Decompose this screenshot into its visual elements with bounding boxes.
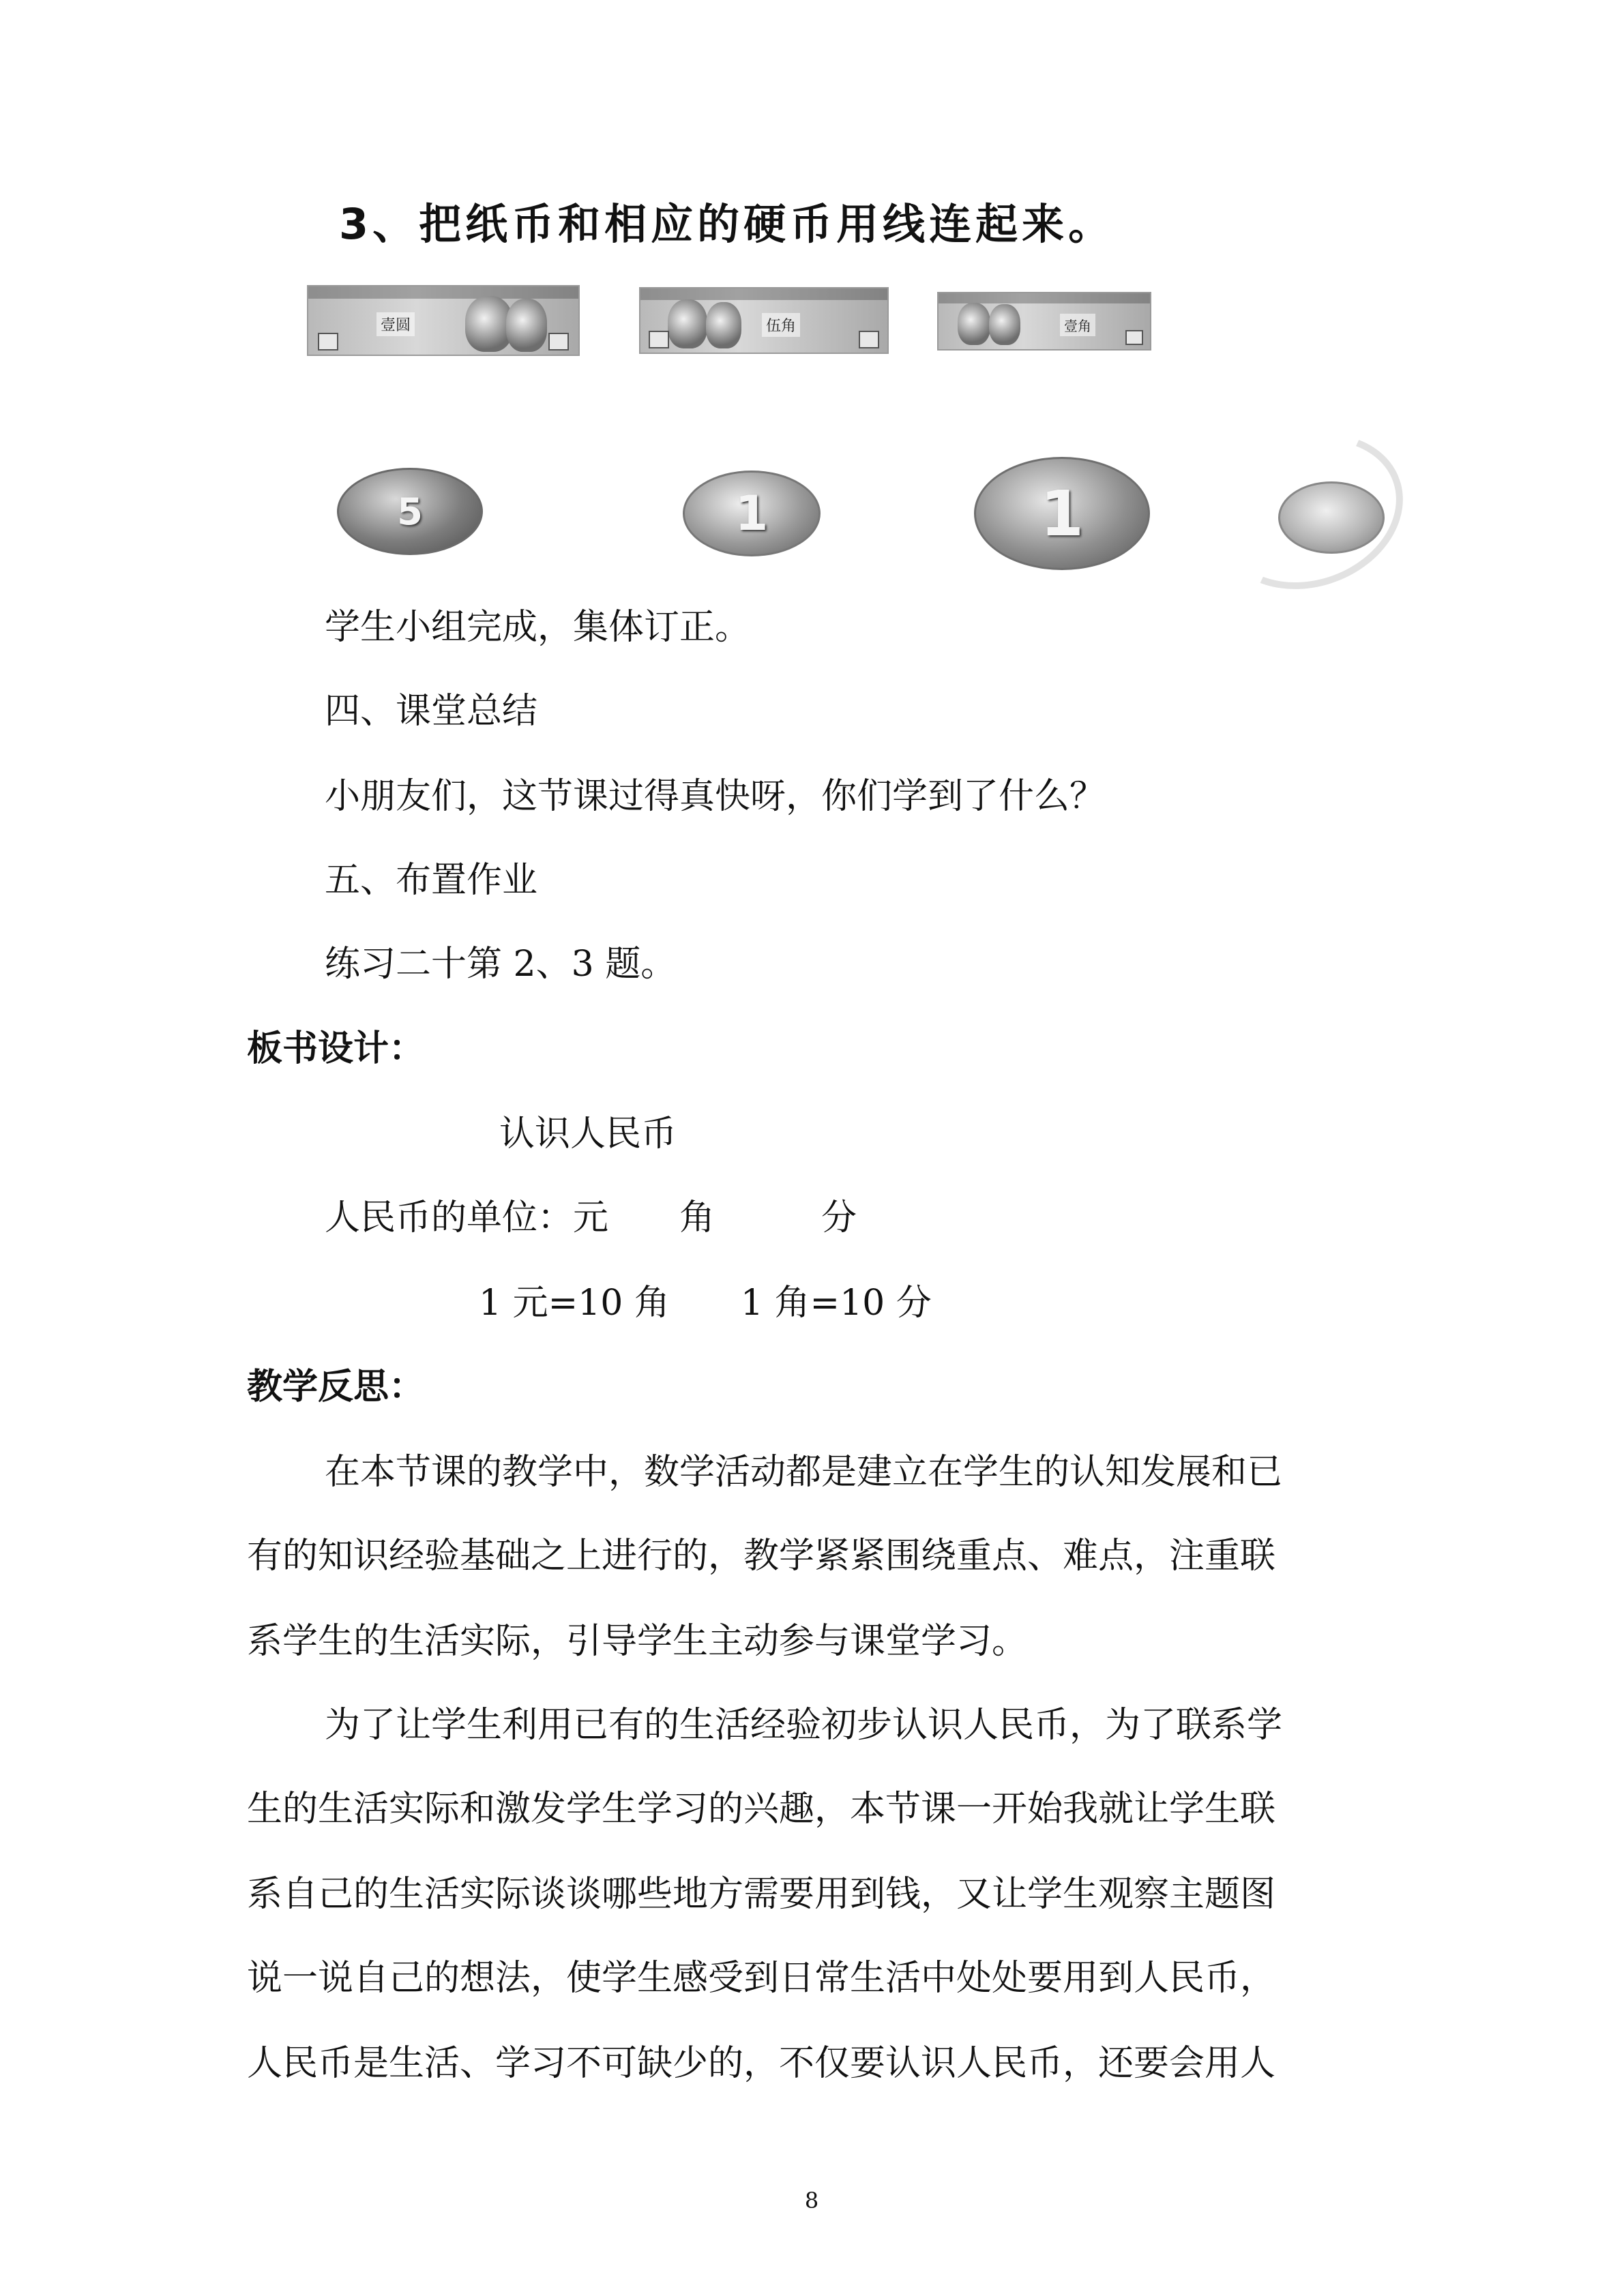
reflection-p2-line: 系自己的生活实际谈谈哪些地方需要用到钱，又让学生观察主题图 [247, 1874, 1276, 1915]
reflection-p2-line: 生的生活实际和激发学生学习的兴趣，本节课一开始我就让学生联 [247, 1789, 1276, 1830]
board-title: 认识人民币 [499, 1114, 677, 1154]
page-number: 8 [804, 2188, 819, 2213]
reflection-p2-line: 为了让学生利用已有的生活经验初步认识人民币，为了联系学 [325, 1705, 1283, 1746]
coin-1-jiao [683, 471, 821, 556]
banknote-label: 壹角 [1060, 314, 1095, 336]
banknote-1-jiao [937, 292, 1151, 351]
banknote-1-yuan [307, 285, 580, 356]
banknote-label: 壹圆 [377, 312, 415, 336]
exercise-heading: 3、把纸币和相应的硬币用线连起来。 [339, 199, 1115, 249]
coin-label: 1 [735, 486, 769, 541]
banknote-label: 伍角 [762, 313, 800, 337]
coin-1-yuan [974, 457, 1150, 570]
reflection-p1-line: 有的知识经验基础之上进行的，教学紧紧围绕重点、难点，注重联 [247, 1536, 1276, 1577]
reflection-p2-line: 人民币是生活、学习不可缺少的，不仅要认识人民币，还要会用人 [247, 2043, 1276, 2084]
reflection-p1-line: 在本节课的教学中，数学活动都是建立在学生的认知发展和已 [325, 1452, 1283, 1493]
coin-label: 5 [397, 490, 423, 533]
decorative-arc [1194, 408, 1425, 614]
line-summary-question: 小朋友们，这节课过得真快呀，你们学到了什么？ [325, 776, 1106, 817]
section-homework-heading: 五、布置作业 [325, 860, 538, 901]
section-summary-heading: 四、课堂总结 [325, 691, 538, 732]
coin-label: 1 [1039, 477, 1084, 550]
line-group-work: 学生小组完成，集体订正。 [325, 607, 751, 648]
board-units-line: 人民币的单位：元 角 分 [325, 1197, 857, 1238]
reflection-p1-line: 系学生的生活实际，引导学生主动参与课堂学习。 [247, 1621, 1028, 1662]
line-homework: 练习二十第 2、3 题。 [325, 944, 677, 985]
reflection-heading: 教学反思： [247, 1367, 425, 1407]
reflection-p2-line: 说一说自己的想法，使学生感受到日常生活中处处要用到人民币， [247, 1958, 1276, 1999]
board-design-heading: 板书设计： [247, 1028, 425, 1069]
coin-5-jiao [337, 468, 483, 555]
board-conversion-line: 1 元=10 角 1 角=10 分 [479, 1283, 932, 1324]
banknote-5-jiao [639, 287, 889, 354]
